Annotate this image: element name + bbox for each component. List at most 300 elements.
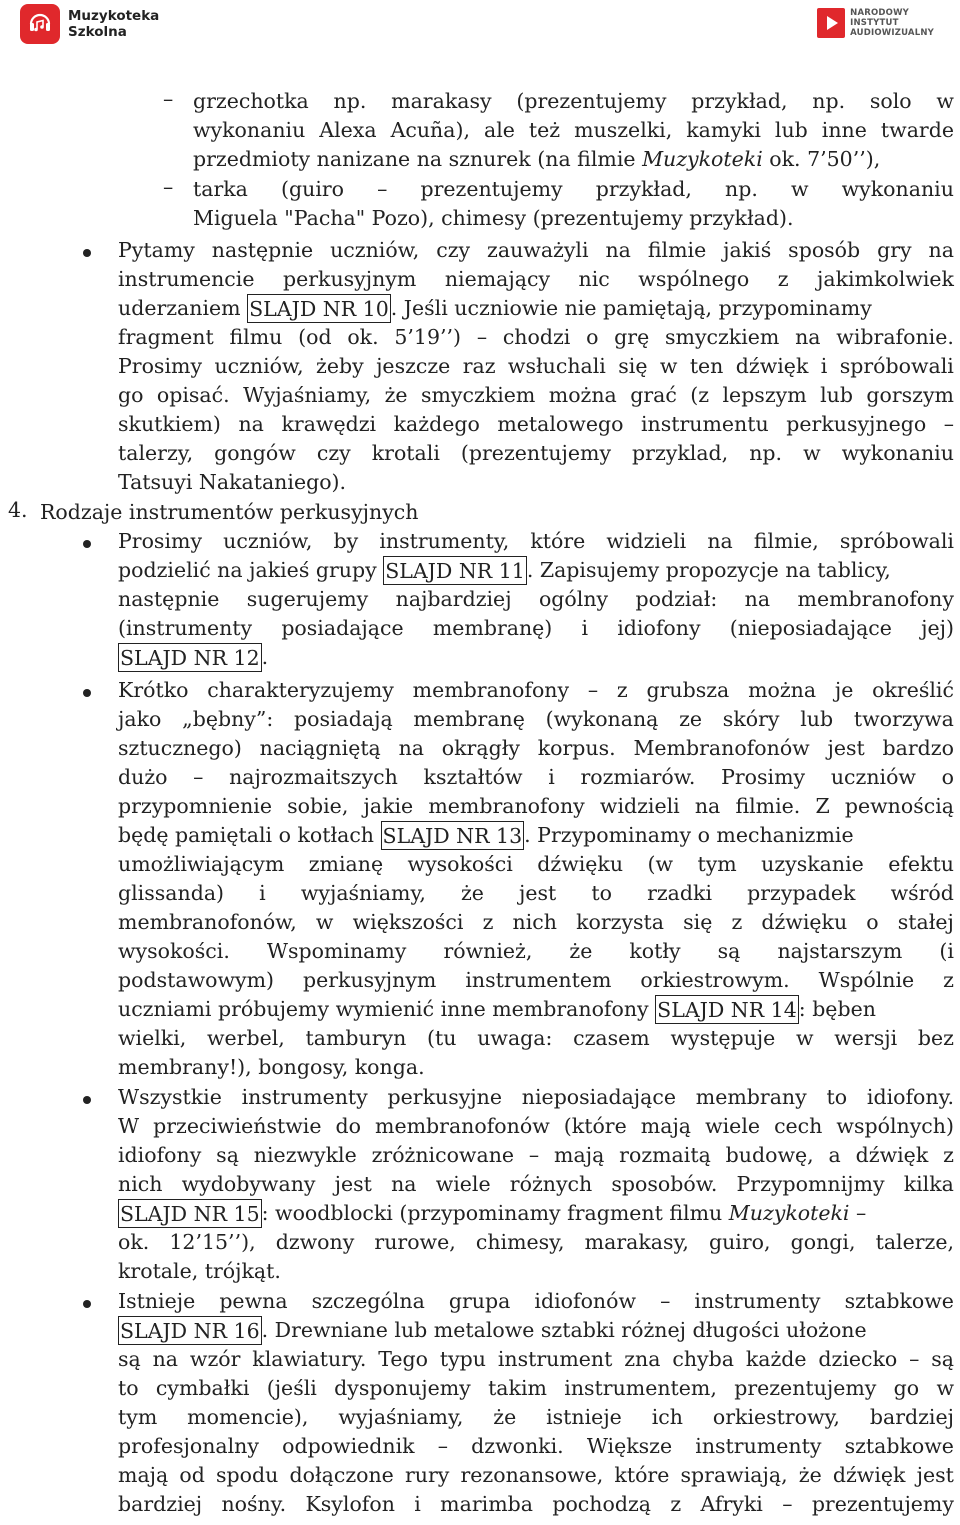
text-line [118, 1053, 954, 1082]
text-run: wspólnego [638, 267, 750, 291]
text-run: je [834, 678, 854, 702]
text-run: marakasy [391, 89, 492, 113]
text-run: rury [404, 1463, 450, 1487]
text-run: kotły [629, 939, 681, 963]
text-run: membranofony [797, 587, 954, 611]
text-run: zna [624, 1347, 661, 1371]
text-run: . Zapisujemy propozycje na tablicy, [526, 558, 891, 582]
text-run: Przypomnijmy [736, 1172, 885, 1196]
text-run: idiofony [118, 1143, 202, 1167]
text-run: Wyjaśniamy, [243, 383, 372, 407]
text-run: gry [877, 238, 912, 262]
text-line [118, 1316, 954, 1345]
text-run: – [849, 1201, 867, 1225]
text-run: : woodblocki (przypominamy fragment filmu [261, 1201, 729, 1225]
text-run: jest [334, 1172, 372, 1196]
text-run: 12’15’’), [169, 1230, 256, 1254]
text-run: są [216, 1143, 239, 1167]
text-run: metalowego [497, 412, 624, 436]
text-run: membranofony [412, 678, 570, 702]
text-run: filmu [229, 325, 283, 349]
text-run: na [928, 238, 954, 262]
text-run: wiele [435, 1172, 491, 1196]
text-line [118, 908, 954, 937]
text-run: membranofony [428, 794, 585, 818]
bullet-marker [83, 249, 91, 257]
text-line [118, 1432, 954, 1461]
text-run: Prosimy [118, 354, 203, 378]
text-run: dźwięku [537, 852, 624, 876]
text-line [118, 410, 954, 439]
text-run: stałej [897, 910, 954, 934]
text-run: wersji [834, 1026, 898, 1050]
text-run: bardziej [118, 1492, 203, 1516]
text-run: gongi, [790, 1230, 856, 1254]
text-run: – [587, 678, 599, 702]
text-run: uczniów [830, 765, 916, 789]
text-run: okrągły [441, 736, 520, 760]
text-run: (i [939, 939, 954, 963]
text-line [118, 1345, 954, 1374]
text-run: sztabkowe [844, 1434, 954, 1458]
text-run: krawędzi [281, 412, 377, 436]
text-run: Membranofonów [633, 736, 810, 760]
text-run: z [943, 1143, 954, 1167]
text-run: również, [443, 939, 533, 963]
text-line [118, 294, 954, 323]
text-run: perkusyjnego [786, 412, 927, 436]
text-line [118, 468, 954, 497]
text-run: wzór [189, 1347, 241, 1371]
text-line [118, 1024, 954, 1053]
text-run: rurowe, [374, 1230, 456, 1254]
text-run: są [118, 1347, 141, 1371]
muzykoteka-logo-text: Muzykoteka Szkolna [68, 8, 160, 40]
text-run: na [605, 238, 631, 262]
text-run: spróbowali [839, 529, 954, 553]
text-run: 5’19’’) [394, 325, 462, 349]
text-run: krotale, trójkąt. [118, 1259, 281, 1283]
text-run: pewna [219, 1289, 288, 1313]
text-run: perkusyjnym [303, 968, 437, 992]
text-run: dźwięk [832, 1463, 906, 1487]
text-run: werbel, [207, 1026, 285, 1050]
text-run: krotali [371, 441, 440, 465]
text-run: wyjaśniamy, [338, 1405, 464, 1429]
text-run: z [482, 910, 494, 934]
text-run: (prezentujemy [460, 441, 612, 465]
text-line [118, 236, 954, 265]
text-run: instrument [497, 1347, 613, 1371]
text-run: rzadki [647, 881, 713, 905]
text-run: to [591, 881, 612, 905]
text-run: że [798, 1463, 822, 1487]
text-run: nich [118, 1172, 163, 1196]
text-run: jej) [921, 616, 954, 640]
text-run: Większe [586, 1434, 673, 1458]
text-run: (nieposiadające [729, 616, 892, 640]
text-run: na [238, 412, 264, 436]
text-run: przedmioty nanizane na sznurek (na filmie [193, 147, 643, 171]
text-run: rezonansowe, [460, 1463, 604, 1487]
text-run: pewnością [844, 794, 954, 818]
text-run: uwaga: [477, 1026, 553, 1050]
text-run: wykonaniu [193, 118, 306, 142]
text-line [193, 145, 954, 174]
text-run: sobie, [287, 794, 349, 818]
text-line [193, 175, 954, 204]
text-run: (od [298, 325, 332, 349]
text-line [118, 1257, 954, 1286]
text-line [118, 1461, 954, 1490]
text-run: żeby [316, 354, 364, 378]
text-run: jeszcze [376, 354, 451, 378]
text-run: korzysta [576, 910, 665, 934]
text-run: jakie [363, 794, 414, 818]
text-run: są [931, 1347, 954, 1371]
text-line [118, 966, 954, 995]
text-run: Afryki [700, 1492, 763, 1516]
slide-reference: SLAJD NR 12 [118, 643, 262, 672]
text-run: tym [697, 852, 737, 876]
text-run: perkusyjne [387, 1085, 503, 1109]
text-run: czy [436, 238, 471, 262]
text-run: instrumenty [695, 1434, 822, 1458]
text-run: np. [725, 177, 758, 201]
text-run: – [193, 765, 204, 789]
text-run: instrumentem [465, 968, 612, 992]
text-run: profesjonalny [118, 1434, 259, 1458]
text-run: nieposiadające [521, 1085, 676, 1109]
text-line [118, 1228, 954, 1257]
film-title: Muzykoteki [728, 1201, 850, 1225]
text-run: Pytamy [118, 238, 195, 262]
text-run: które [614, 1463, 670, 1487]
text-run: Wspominamy [266, 939, 407, 963]
text-run: że [569, 939, 593, 963]
text-run: ok. [347, 325, 379, 349]
text-run: klawiatury. [252, 1347, 367, 1371]
text-run: przyklad, [632, 441, 729, 465]
text-run: na [694, 794, 721, 818]
text-run: z [731, 910, 743, 934]
slide-reference: SLAJD NR 11 [383, 556, 527, 585]
text-run: zróżnicowane [371, 1143, 515, 1167]
text-line [118, 1083, 954, 1112]
text-run: prezentujemy [420, 177, 563, 201]
text-run: zauważyli [487, 238, 589, 262]
text-run: – [909, 1347, 920, 1371]
text-run: dźwięku [761, 910, 848, 934]
text-run: jest [916, 1463, 954, 1487]
text-run: Ksylofon [305, 1492, 395, 1516]
text-run: perkusyjnym [282, 267, 417, 291]
text-run: wsłuchali [507, 354, 606, 378]
text-run: dziecko [818, 1347, 898, 1371]
text-run: następnie [211, 238, 314, 262]
slide-reference: SLAJD NR 16 [118, 1316, 262, 1345]
text-line [118, 381, 954, 410]
text-run: np. [812, 89, 846, 113]
text-run: uderzaniem [118, 296, 248, 320]
text-line [118, 614, 954, 643]
text-line [118, 585, 954, 614]
text-run: dźwięk [735, 354, 809, 378]
text-run: widzieli [606, 529, 687, 553]
text-run: marimba [440, 1492, 533, 1516]
text-run: się [683, 910, 713, 934]
text-run: Tego [378, 1347, 428, 1371]
text-run: są [717, 939, 741, 963]
text-run: i [414, 1492, 421, 1516]
text-run: odpowiednik [282, 1434, 415, 1458]
text-run: – [782, 1492, 793, 1516]
text-run: chyba [672, 1347, 734, 1371]
text-run: i [548, 765, 555, 789]
text-run: wspólnych) [836, 1114, 954, 1138]
text-run: wielki, [118, 1026, 187, 1050]
text-run: rozmiarów. [580, 765, 696, 789]
text-run: mają [640, 1114, 692, 1138]
text-run: fragment [118, 325, 214, 349]
text-run: raz [462, 354, 496, 378]
text-line [118, 1403, 954, 1432]
text-run: instrumentu [640, 412, 769, 436]
text-run: Prosimy [721, 765, 806, 789]
text-run: grać [630, 383, 677, 407]
text-run: (instrumenty [118, 616, 253, 640]
text-line [118, 792, 954, 821]
text-run: ok. [118, 1230, 150, 1254]
text-run: idiofonów [534, 1289, 637, 1313]
text-run: do [335, 1114, 361, 1138]
text-line [193, 87, 954, 116]
text-run: glissanda) [118, 881, 225, 905]
text-run: – [660, 1289, 671, 1313]
text-run: : bęben [798, 997, 876, 1021]
text-run: z [670, 1492, 682, 1516]
text-run: sposobów. [611, 1172, 718, 1196]
text-run: przypadek [747, 881, 856, 905]
text-run: na [391, 1172, 417, 1196]
text-run: (guiro [281, 177, 345, 201]
text-run: się [618, 354, 648, 378]
text-run: grubsza [646, 678, 730, 702]
text-run: najbardziej [395, 587, 512, 611]
text-line [118, 439, 954, 468]
text-run: – [943, 412, 954, 436]
text-run: lub [820, 383, 853, 407]
slide-reference: SLAJD NR 10 [247, 294, 391, 323]
text-run: sugerujemy [246, 587, 369, 611]
text-run: że [460, 881, 484, 905]
text-run: filmie, [753, 529, 819, 553]
text-run: w [803, 441, 821, 465]
text-run: ok. 7’50’’), [762, 147, 881, 171]
text-run: ale [484, 118, 515, 142]
text-run: (w [647, 852, 674, 876]
text-run: – [528, 1143, 540, 1167]
text-run: grę [614, 325, 650, 349]
text-line [118, 676, 954, 705]
text-run: w [659, 354, 678, 378]
text-run: na [744, 587, 771, 611]
text-run: go [118, 383, 144, 407]
text-run: instrumenty, [379, 529, 510, 553]
slide-reference: SLAJD NR 15 [118, 1199, 262, 1228]
text-run: efektu [888, 852, 954, 876]
bullet-marker [83, 1300, 91, 1308]
text-run: uczniami próbujemy wymienić inne membranofony [118, 997, 656, 1021]
text-run: wysokości. [118, 939, 230, 963]
text-run: nich [512, 910, 557, 934]
text-run: i [581, 616, 589, 640]
text-run: o [586, 325, 599, 349]
text-run: zmianę [308, 852, 384, 876]
text-run: cymbałki [155, 1376, 250, 1400]
text-run: przykład, [691, 89, 788, 113]
text-run: wykonaniu [841, 441, 954, 465]
text-run: przypomnienie [118, 794, 272, 818]
text-run: idiofony [617, 616, 701, 640]
text-run: następnie [118, 587, 220, 611]
text-run: W [118, 1114, 140, 1138]
text-run: z [777, 267, 789, 291]
text-run: sposób [788, 238, 861, 262]
text-run: podzielić na jakieś grupy [118, 558, 384, 582]
text-run: gongów [214, 441, 296, 465]
text-line [118, 879, 954, 908]
text-run: w [790, 177, 809, 201]
text-run: na [152, 1347, 179, 1371]
text-run: lub [800, 707, 834, 731]
slide-reference: SLAJD NR 13 [381, 821, 525, 850]
text-run: prezentujemy [811, 1492, 954, 1516]
text-run: mają [118, 1463, 169, 1487]
bullet-marker [83, 1096, 91, 1104]
text-run: opisać. [156, 383, 230, 407]
text-run: Krótko [118, 678, 189, 702]
text-run: talerze, [875, 1230, 954, 1254]
text-run: każdego [393, 412, 480, 436]
text-run: w [936, 1376, 954, 1400]
text-run: cech [774, 1114, 823, 1138]
text-run: kształtów [423, 765, 523, 789]
text-run: najrozmaitszych [229, 765, 398, 789]
text-run: (z [690, 383, 710, 407]
text-run: instrumentem, [564, 1376, 717, 1400]
text-line [118, 763, 954, 792]
text-run: posiadają [293, 707, 393, 731]
text-line [118, 643, 954, 672]
text-run: membrany!), bongosy, konga. [118, 1055, 425, 1079]
text-run: – [437, 1434, 449, 1458]
text-run: na [707, 529, 733, 553]
text-run: membranofonów [375, 1114, 550, 1138]
text-run: będę pamiętali o kotłach [118, 823, 381, 847]
text-run: talerzy, [118, 441, 194, 465]
text-run: przykład, [595, 177, 692, 201]
text-line [118, 1199, 954, 1228]
text-run: najstarszym [777, 939, 903, 963]
text-run: podział: [635, 587, 718, 611]
text-line [118, 556, 954, 585]
text-run: dużo [118, 765, 168, 789]
bullet-marker [83, 540, 91, 548]
text-run: solo [869, 89, 912, 113]
text-run: i [259, 881, 266, 905]
text-run: smyczkiem [420, 383, 536, 407]
text-run: i [820, 354, 828, 378]
text-line [118, 1141, 954, 1170]
text-run: orkiestrowym. [640, 968, 790, 992]
text-run: Wszystkie [118, 1085, 222, 1109]
text-run: momencie), [187, 1405, 309, 1429]
text-run: na [398, 736, 425, 760]
dash-marker: – [163, 175, 174, 199]
text-run: podstawowym) [118, 968, 275, 992]
text-run: Miguela "Pacha" Pozo), chimesy (prezentujemy przykład). [193, 206, 794, 230]
text-run: – [476, 325, 488, 349]
text-run: membranę) [432, 616, 553, 640]
text-run: o [866, 910, 879, 934]
text-line [193, 204, 954, 233]
text-run: (wykonaną [545, 707, 659, 731]
text-run: inne [821, 118, 867, 142]
text-run: niezwykle [253, 1143, 357, 1167]
text-run: budowę, [725, 1143, 814, 1167]
text-run: to [118, 1376, 139, 1400]
text-run: . [261, 645, 269, 669]
text-line [118, 323, 954, 352]
text-run: niemający [444, 267, 551, 291]
text-run: – [377, 177, 388, 201]
text-run: grzechotka [193, 89, 309, 113]
text-run: wysokości [407, 852, 513, 876]
text-run: lepszym [722, 383, 807, 407]
text-line [118, 734, 954, 763]
nina-logo[interactable] [817, 8, 934, 38]
text-run: korpus. [537, 736, 616, 760]
text-run: smyczkiem [664, 325, 780, 349]
text-run: Acuña), [390, 118, 470, 142]
text-run: a [828, 1143, 841, 1167]
text-run: charakteryzujemy [207, 678, 394, 702]
text-line [118, 1170, 954, 1199]
text-run: chimesy, [475, 1230, 565, 1254]
text-line [118, 1287, 954, 1316]
text-run: (jeśli [266, 1376, 317, 1400]
text-run: sprawiają, [680, 1463, 788, 1487]
text-run: filmie. [735, 794, 801, 818]
text-run: umożliwiającym [118, 852, 285, 876]
muzykoteka-logo[interactable] [20, 4, 159, 44]
text-run: . Drewniane lub metalowe sztabki różnej długości ułożone [261, 1318, 867, 1342]
text-line [118, 352, 954, 381]
text-run: że [384, 383, 408, 407]
text-line [118, 265, 954, 294]
text-run: czasem [573, 1026, 650, 1050]
text-run: guiro, [708, 1230, 771, 1254]
text-run: gorszym [866, 383, 954, 407]
text-run: można [748, 678, 817, 702]
text-run: . Jeśli uczniowie nie pamiętają, przypominamy [390, 296, 872, 320]
text-line [118, 850, 954, 879]
text-run: różnych [509, 1172, 593, 1196]
text-run: lub [774, 118, 808, 142]
text-run: muszelki, [574, 118, 673, 142]
text-line [118, 705, 954, 734]
